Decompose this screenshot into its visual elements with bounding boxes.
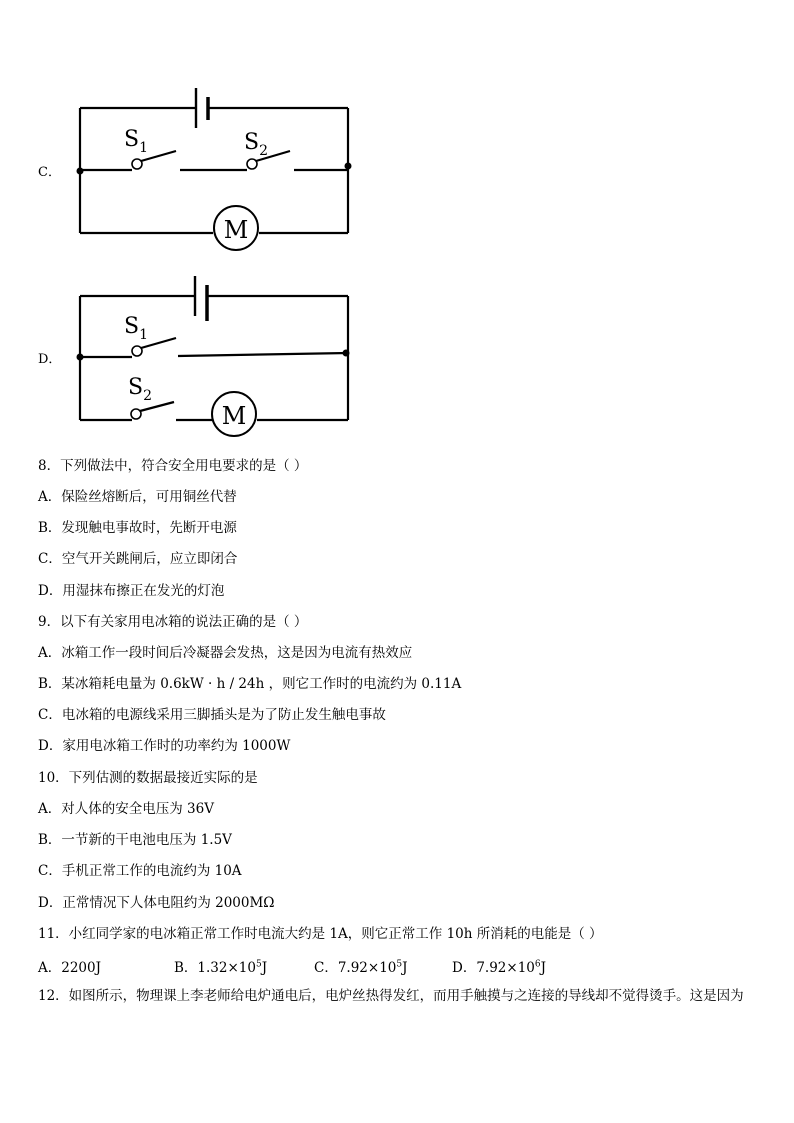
switch-s2-label: $S_2$	[244, 130, 268, 159]
switch-s1-label: $S_1$	[124, 127, 148, 156]
question-10-stem: 10．下列估测的数据最接近实际的是	[38, 770, 258, 786]
question-11-option-b: B．$1.32\times 10^5J$	[174, 959, 268, 976]
motor-label: M	[221, 402, 247, 430]
question-11-options	[38, 956, 758, 974]
question-8-option-d: D．用湿抹布擦正在发光的灯泡	[38, 583, 225, 599]
question-11-option-c: C．$7.92\times 10^5J$	[314, 959, 408, 976]
switch-s1-label: $S_1$	[124, 314, 148, 343]
question-8-stem: 8．下列做法中，符合安全用电要求的是（ ）	[38, 458, 308, 474]
question-10-option-b: B．一节新的干电池电压为 1.5V	[38, 832, 232, 848]
question-9-option-c: C．电冰箱的电源线采用三脚插头是为了防止发生触电事故	[38, 707, 386, 723]
option-d-label: D．	[38, 352, 62, 367]
switch-s1-pivot	[132, 346, 142, 356]
question-10-option-c: C．手机正常工作的电流约为 10A	[38, 863, 242, 879]
junction-left	[77, 354, 84, 361]
junction-right	[343, 350, 350, 357]
question-11-option-d: D．$7.92\times 10^6J$	[452, 959, 547, 976]
question-9-option-d: D．家用电冰箱工作时的功率约为 1000W	[38, 738, 291, 754]
question-8-option-b: B．发现触电事故时，先断开电源	[38, 520, 237, 536]
question-12-stem: 12．如图所示，物理课上李老师给电炉通电后，电炉丝热得发红，而用手触摸与之连接的导线却不觉得烫手。这是因为	[38, 988, 744, 1004]
question-8-option-a: A．保险丝熔断后，可用铜丝代替	[38, 489, 237, 505]
motor-label: M	[223, 216, 249, 244]
switch-s2-pivot	[131, 409, 141, 419]
question-11-stem: 11．小红同学家的电冰箱正常工作时电流大约是 1A，则它正常工作 10h 所消耗的电能是（ ）	[38, 926, 603, 942]
question-10-option-d: D．正常情况下人体电阻约为 2000MΩ	[38, 895, 275, 911]
switch-s2-label: $S_2$	[128, 375, 152, 404]
option-c-label: C．	[38, 165, 61, 180]
question-11-option-a: A．2200J	[38, 960, 102, 976]
question-9-stem: 9．以下有关家用电冰箱的说法正确的是（ ）	[38, 614, 308, 630]
question-9-option-b: B．某冰箱耗电量为 0.6kW · h / 24h ，则它工作时的电流约为 0.11A	[38, 676, 462, 692]
question-10-option-a: A．对人体的安全电压为 36V	[38, 801, 214, 817]
question-8-option-c: C．空气开关跳闸后，应立即闭合	[38, 551, 238, 567]
wire	[178, 353, 348, 356]
question-9-option-a: A．冰箱工作一段时间后冷凝器会发热，这是因为电流有热效应	[38, 645, 413, 661]
